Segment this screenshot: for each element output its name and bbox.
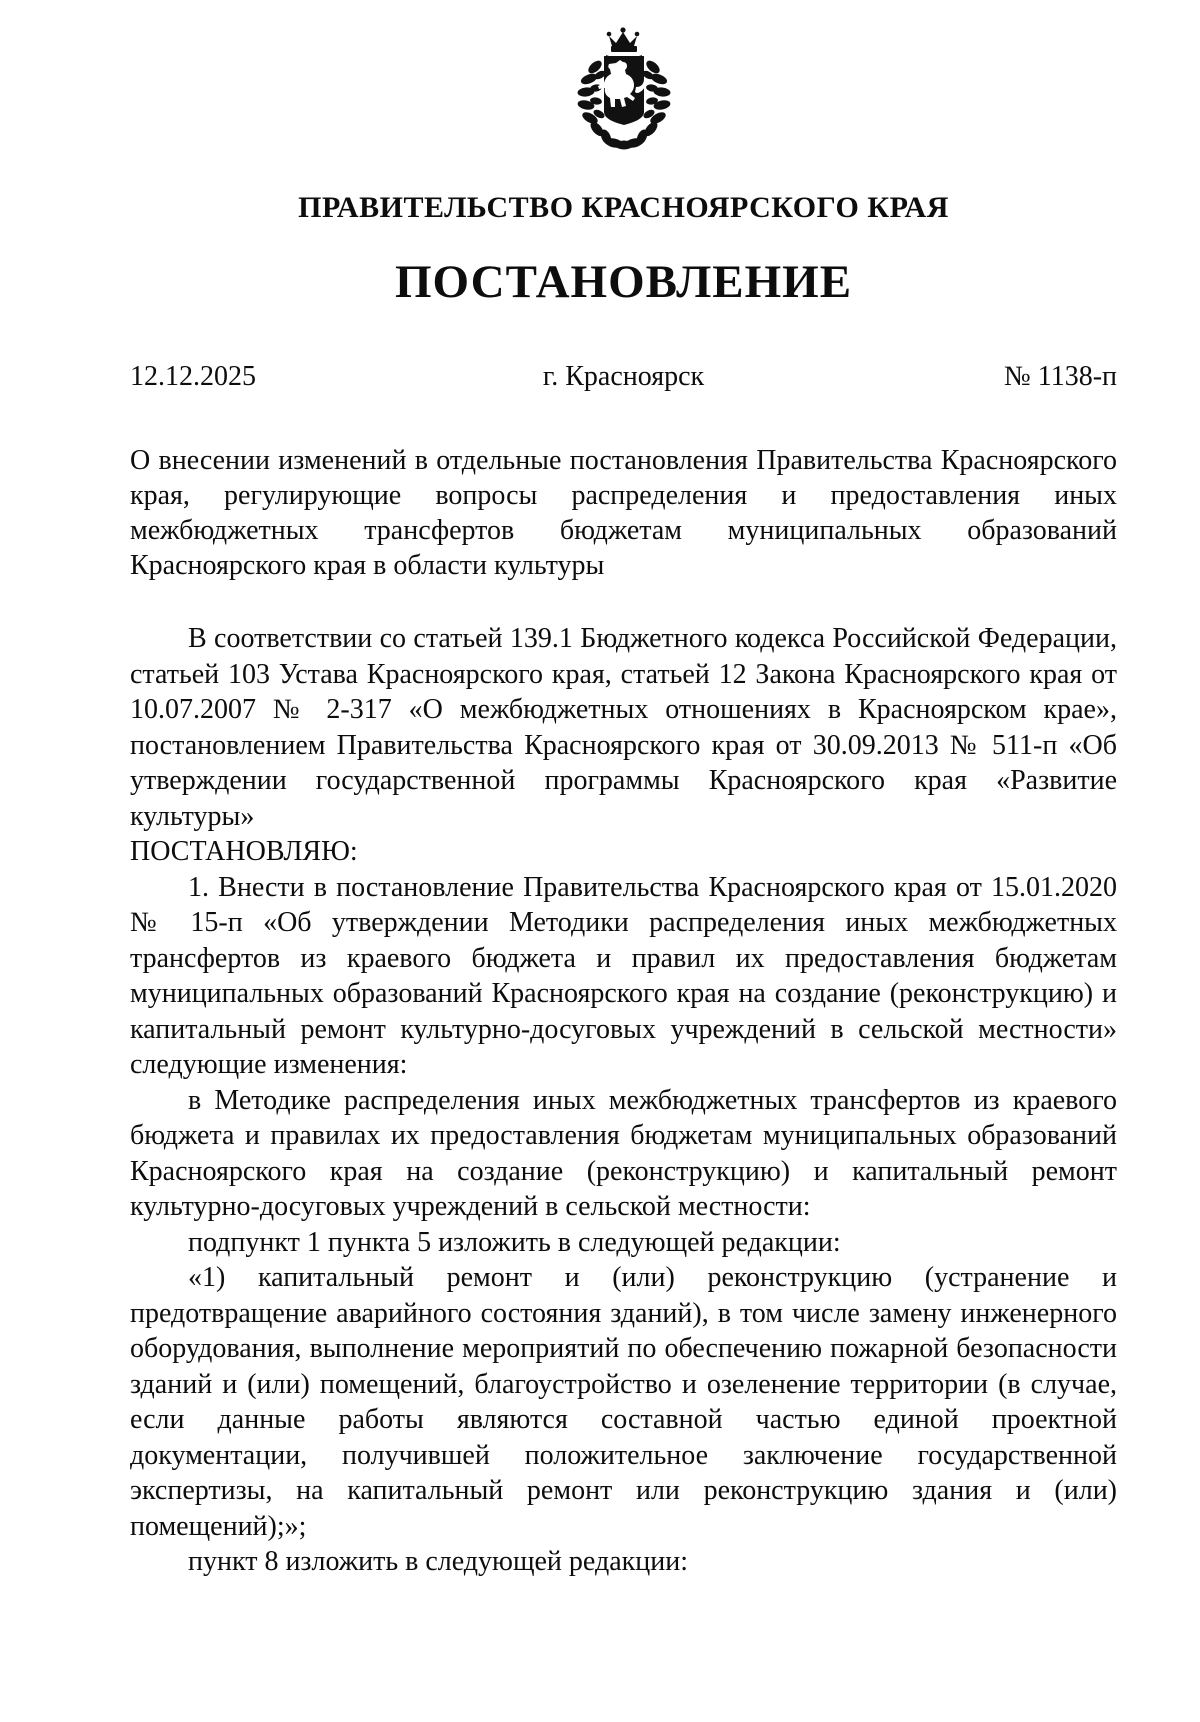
- body-resolve-word: ПОСТАНОВЛЯЮ:: [130, 836, 358, 867]
- coat-of-arms-icon: [570, 25, 678, 155]
- body-paragraph-item-1: 1. Внести в постановление Правительства Красноярского края от 15.01.2020 № 15-п «Об утверждении Методики распределения иных межбюджетных трансфертов из краевого бюджета и правил их предоставления бюджетам муниципальных образований Красноярского края на создание (реконструкцию) и капитальный ремонт культурно-досуговых учреждений в сельской местности» следующие изменения:: [130, 871, 1117, 1080]
- document-date: 12.12.2025: [130, 361, 256, 392]
- document-place: г. Красноярск: [542, 361, 705, 392]
- requisites-row: [130, 361, 1117, 393]
- document-type-heading: ПОСТАНОВЛЕНИЕ: [394, 256, 853, 308]
- body-paragraph-subitem-intro: подпункт 1 пункта 5 изложить в следующей редакции:: [188, 1226, 841, 1258]
- authority-name: ПРАВИТЕЛЬСТВО КРАСНОЯРСКОГО КРАЯ: [298, 191, 949, 224]
- document-number: № 1138-п: [1004, 361, 1117, 392]
- document-body: [130, 621, 1117, 1580]
- document-title: О внесении изменений в отдельные постановления Правительства Красноярского края, регулирующие вопросы распределения и предоставления иных межбюджетных трансфертов бюджетам муниципальных образований Красноярского края в области культуры: [130, 445, 1117, 581]
- body-paragraph-methodika: в Методике распределения иных межбюджетных трансфертов из краевого бюджета и правилах их предоставления бюджетам муниципальных образований Красноярского края на создание (реконструкцию) и капитальный ремонт культурно-досуговых учреждений в сельской местности:: [130, 1084, 1117, 1222]
- body-paragraph-preamble: В соответствии со статьей 139.1 Бюджетного кодекса Российской Федерации, статьей 103 Устава Красноярского края, статьей 12 Закона Красноярского края от 10.07.2007 № 2-317 «О межбюджетных отношениях в Красноярском крае», постановлением Правительства Красноярского края от 30.09.2013 № 511-п «Об утверждении государственной программы Красноярского края «Развитие культуры»: [130, 623, 1117, 832]
- body-paragraph-item-8-intro: пункт 8 изложить в следующей редакции:: [188, 1546, 688, 1577]
- body-paragraph-subitem-text: «1) капитальный ремонт и (или) реконструкцию (устранение и предотвращение аварийного состояния зданий), в том числе замену инженерного оборудования, выполнение мероприятий по обеспечению пожарной безопасности зданий и (или) помещений, благоустройство и озеленение территории (в случае, если данные работы являются составной частью единой проектной документации, получившей положительное заключение государственной экспертизы, на капитальный ремонт или реконструкцию здания и (или) помещений);»;: [130, 1262, 1117, 1542]
